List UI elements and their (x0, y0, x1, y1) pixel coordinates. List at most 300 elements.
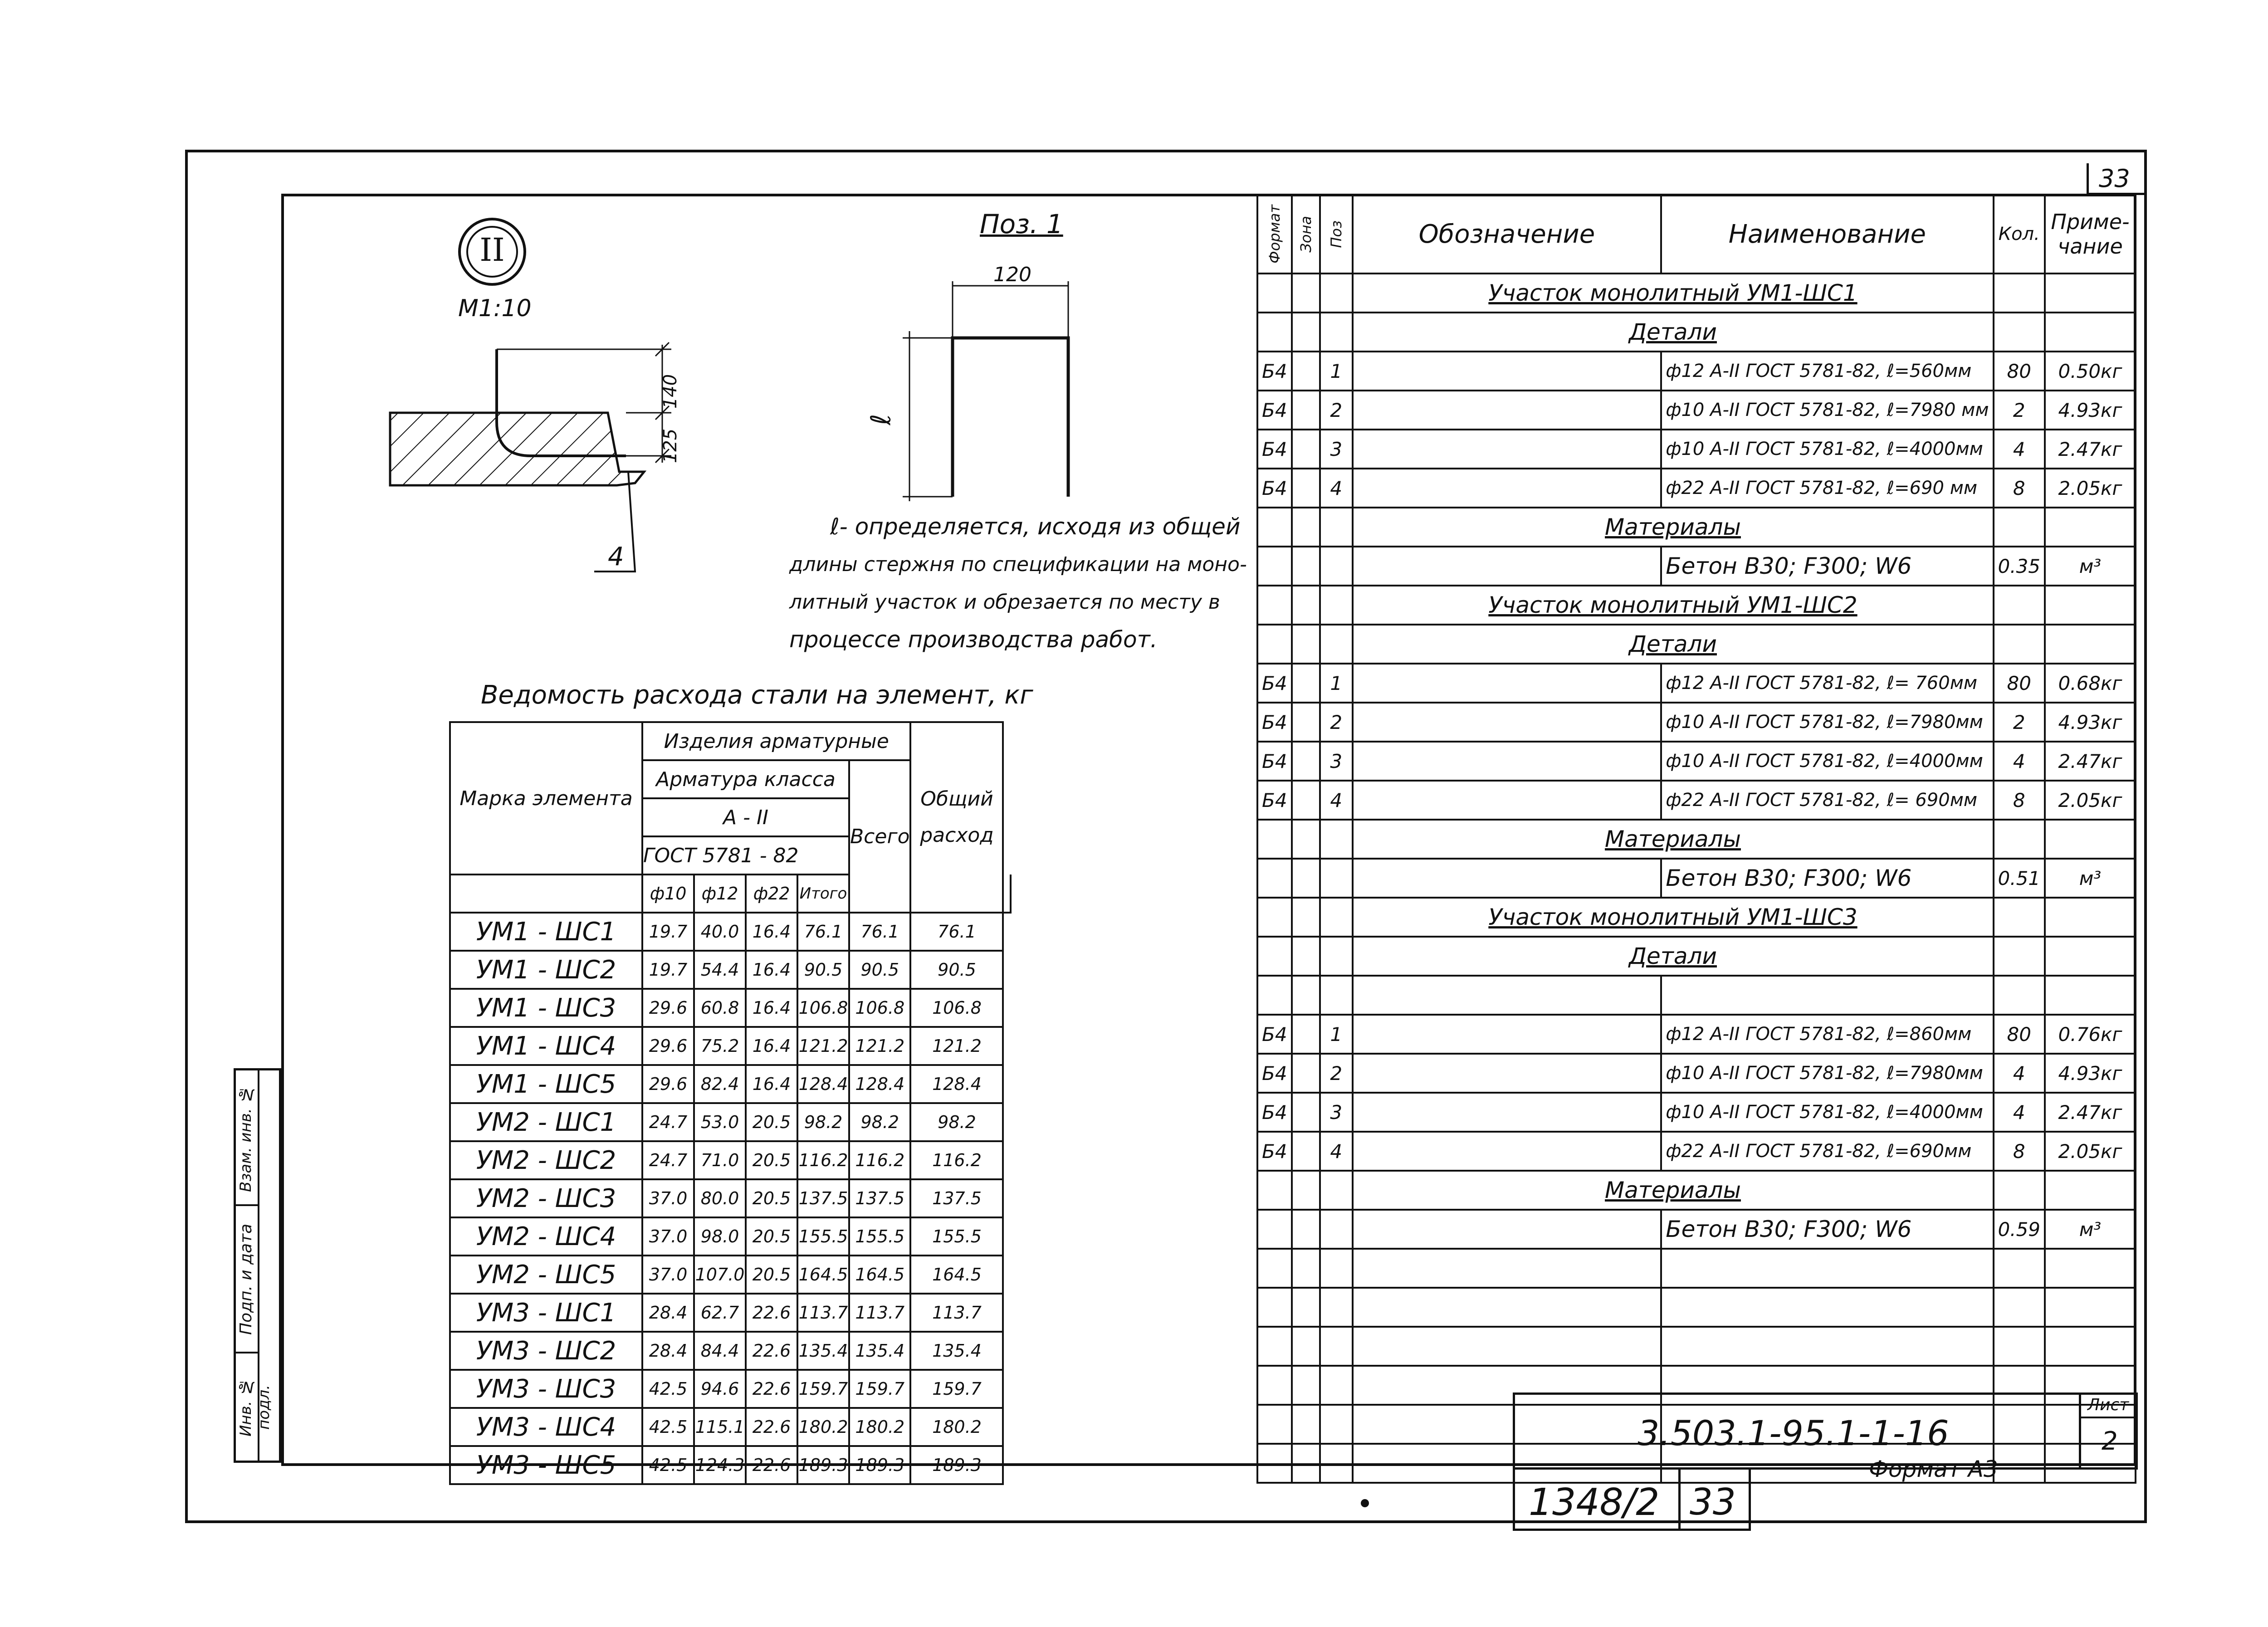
steel-cell-mark: УМ3 - ШС2 (450, 1332, 642, 1370)
spec-cell-format (1257, 1327, 1292, 1366)
steel-cell-f10: 37.0 (642, 1256, 694, 1294)
spec-cell-pos (1320, 1249, 1353, 1288)
spec-cell-zone (1292, 781, 1320, 820)
steel-cell-f10: 29.6 (642, 1065, 694, 1103)
title-block (1513, 1392, 2138, 1531)
spec-item-row (1257, 703, 2136, 742)
steel-cell-f12: 80.0 (694, 1179, 746, 1217)
spec-cell-note: 0.68кг (2045, 664, 2136, 703)
steel-cell-vsego: 116.2 (849, 1141, 910, 1179)
spec-section-row (1257, 586, 2136, 625)
dim-125: 125 (660, 428, 681, 464)
spec-cell-pos (1320, 1327, 1353, 1366)
steel-cell-total: 135.4 (910, 1332, 1003, 1370)
spec-cell-format: Б4 (1257, 1054, 1292, 1093)
steel-cell-vsego: 128.4 (849, 1065, 910, 1103)
note-block (789, 508, 1247, 659)
steel-cell-vsego: 121.2 (849, 1027, 910, 1065)
spec-cell-zone (1292, 547, 1320, 586)
spec-blank-row (1257, 1249, 2136, 1288)
spec-cell-format (1257, 274, 1292, 313)
spec-cell-qty: 8 (1994, 469, 2045, 508)
spec-cell-name: Бетон В30; F300; W6 (1661, 859, 1993, 898)
spec-cell-format (1257, 820, 1292, 859)
spec-cell-qty (1994, 625, 2045, 664)
steel-cell-total: 76.1 (910, 913, 1003, 951)
spec-cell-pos (1320, 859, 1353, 898)
spec-cell-format (1257, 1210, 1292, 1249)
spec-cell-designation (1353, 1015, 1662, 1054)
spec-cell-note: 2.05кг (2045, 781, 2136, 820)
spec-cell-format (1257, 1444, 1292, 1483)
spec-blank-row (1257, 1327, 2136, 1366)
steel-cell-f12: 60.8 (694, 989, 746, 1027)
steel-cell-itogo: 189.3 (797, 1446, 849, 1484)
spec-cell-note: 2.47кг (2045, 430, 2136, 469)
scale-label: М1:10 (458, 295, 532, 322)
steel-cell-itogo: 90.5 (797, 951, 849, 989)
note-line-1: ℓ- определяется, исходя из общей (830, 513, 1241, 540)
steel-row (450, 1256, 1011, 1294)
steel-cell-f10: 24.7 (642, 1103, 694, 1141)
spec-cell-designation (1353, 1249, 1662, 1288)
steel-cell-itogo: 76.1 (797, 913, 849, 951)
doc-number: 3.503.1-95.1-1-16 (1637, 1413, 1949, 1453)
spec-item-row (1257, 469, 2136, 508)
spec-cell-designation (1353, 391, 1662, 430)
spec-cell-pos: 3 (1320, 430, 1353, 469)
steel-row (450, 1370, 1011, 1408)
pos1-title: Поз. 1 (980, 209, 1063, 239)
spec-cell-qty (1994, 313, 2045, 352)
spec-cell-qty: 0.35 (1994, 547, 2045, 586)
steel-cell-vsego: 137.5 (849, 1179, 910, 1217)
spec-cell-zone (1292, 274, 1320, 313)
steel-cell-total: 155.5 (910, 1217, 1003, 1256)
spec-cell-zone (1292, 1327, 1320, 1366)
spec-cell-designation (1353, 1327, 1662, 1366)
spec-section-title: Детали (1353, 313, 1994, 352)
spec-cell-note (2045, 1171, 2136, 1210)
spec-item-row (1257, 1210, 2136, 1249)
spec-cell-format (1257, 976, 1292, 1015)
spec-cell-name (1661, 1249, 1993, 1288)
steel-row (450, 989, 1011, 1027)
steel-cell-itogo: 128.4 (797, 1065, 849, 1103)
spec-cell-pos: 4 (1320, 1132, 1353, 1171)
spec-cell-note: 4.93кг (2045, 703, 2136, 742)
spec-item-row (1257, 859, 2136, 898)
spec-cell-qty (1994, 1171, 2045, 1210)
spec-cell-format (1257, 547, 1292, 586)
spec-cell-pos (1320, 547, 1353, 586)
steel-header-products: Изделия арматурные (642, 722, 910, 760)
steel-cell-mark: УМ2 - ШС1 (450, 1103, 642, 1141)
spec-cell-qty (1994, 508, 2045, 547)
note-line-4: процессе производства работ. (789, 626, 1158, 653)
spec-cell-qty (1994, 586, 2045, 625)
steel-cell-total: 121.2 (910, 1027, 1003, 1065)
spec-cell-qty: 8 (1994, 1132, 2045, 1171)
spec-cell-zone (1292, 313, 1320, 352)
pos1-width-dim: 120 (993, 263, 1031, 286)
spec-cell-note: 2.47кг (2045, 1093, 2136, 1132)
steel-cell-f12: 53.0 (694, 1103, 746, 1141)
spec-cell-pos: 2 (1320, 391, 1353, 430)
steel-cell-f10: 42.5 (642, 1408, 694, 1446)
spec-cell-designation (1353, 1288, 1662, 1327)
spec-section-title: Участок монолитный УМ1-ШС2 (1353, 586, 1994, 625)
spec-item-row (1257, 1015, 2136, 1054)
steel-cell-f22: 22.6 (746, 1446, 797, 1484)
steel-cell-vsego: 155.5 (849, 1217, 910, 1256)
spec-cell-name (1661, 1327, 1993, 1366)
spec-cell-zone (1292, 352, 1320, 391)
steel-cell-f12: 62.7 (694, 1294, 746, 1332)
spec-cell-name: ф12 А-II ГОСТ 5781-82, ℓ=560мм (1661, 352, 1993, 391)
spec-cell-format (1257, 625, 1292, 664)
spec-cell-note (2045, 625, 2136, 664)
spec-cell-name: Бетон В30; F300; W6 (1661, 1210, 1993, 1249)
spec-cell-note (2045, 820, 2136, 859)
steel-cell-mark: УМ2 - ШС5 (450, 1256, 642, 1294)
spec-cell-pos (1320, 1288, 1353, 1327)
spec-cell-format (1257, 1249, 1292, 1288)
spec-cell-pos: 3 (1320, 742, 1353, 781)
steel-cell-f10: 29.6 (642, 989, 694, 1027)
steel-cell-f22: 16.4 (746, 989, 797, 1027)
steel-cell-f12: 71.0 (694, 1141, 746, 1179)
spec-item-row (1257, 1054, 2136, 1093)
steel-row (450, 1408, 1011, 1446)
steel-cell-total: 128.4 (910, 1065, 1003, 1103)
spec-cell-qty (1994, 1288, 2045, 1327)
spec-cell-zone (1292, 1444, 1320, 1483)
spec-cell-pos (1320, 937, 1353, 976)
steel-row (450, 1065, 1011, 1103)
steel-cell-total: 113.7 (910, 1294, 1003, 1332)
steel-cell-f22: 20.5 (746, 1103, 797, 1141)
spec-cell-name: ф12 А-II ГОСТ 5781-82, ℓ= 760мм (1661, 664, 1993, 703)
spec-cell-format: Б4 (1257, 703, 1292, 742)
steel-row (450, 913, 1011, 951)
spec-cell-name: ф22 А-II ГОСТ 5781-82, ℓ=690мм (1661, 1132, 1993, 1171)
spec-cell-designation (1353, 547, 1662, 586)
steel-cell-f10: 37.0 (642, 1179, 694, 1217)
spec-cell-zone (1292, 1093, 1320, 1132)
steel-cell-vsego: 189.3 (849, 1446, 910, 1484)
spec-cell-note: 2.05кг (2045, 1132, 2136, 1171)
spec-cell-note: 2.05кг (2045, 469, 2136, 508)
slab-section-drawing (372, 336, 699, 590)
steel-cell-f22: 22.6 (746, 1370, 797, 1408)
steel-cell-vsego: 76.1 (849, 913, 910, 951)
steel-cell-vsego: 164.5 (849, 1256, 910, 1294)
spec-cell-zone (1292, 1405, 1320, 1444)
callout-4: 4 (608, 542, 624, 572)
spec-cell-designation (1353, 1093, 1662, 1132)
steel-cell-f12: 98.0 (694, 1217, 746, 1256)
steel-cell-f10: 24.7 (642, 1141, 694, 1179)
spec-cell-format: Б4 (1257, 1132, 1292, 1171)
spec-cell-zone (1292, 1015, 1320, 1054)
steel-cell-f10: 19.7 (642, 913, 694, 951)
steel-cell-f22: 22.6 (746, 1294, 797, 1332)
steel-row (450, 1446, 1011, 1484)
spec-cell-qty: 0.51 (1994, 859, 2045, 898)
steel-cell-total: 90.5 (910, 951, 1003, 989)
sheet-corner-box (2087, 163, 2146, 195)
spec-cell-pos (1320, 1171, 1353, 1210)
steel-cell-f10: 42.5 (642, 1446, 694, 1484)
spec-cell-qty: 4 (1994, 742, 2045, 781)
spec-cell-qty: 2 (1994, 391, 2045, 430)
steel-cell-vsego: 106.8 (849, 989, 910, 1027)
spec-cell-pos (1320, 1210, 1353, 1249)
spec-cell-name: ф10 А-II ГОСТ 5781-82, ℓ=4000мм (1661, 742, 1993, 781)
spec-cell-note: м³ (2045, 547, 2136, 586)
spec-header-format: Формат (1257, 195, 1292, 274)
spec-cell-designation (1353, 352, 1662, 391)
steel-consumption-table (449, 721, 1012, 1485)
spec-cell-designation (1353, 781, 1662, 820)
note-line-2: длины стержня по спецификации на моно- (789, 553, 1247, 576)
spec-cell-format (1257, 508, 1292, 547)
archive-number: 1348/2 (1529, 1481, 1660, 1524)
steel-row (450, 1179, 1011, 1217)
steel-header-overall: Общий расход (910, 722, 1003, 913)
spec-section-title: Детали (1353, 625, 1994, 664)
steel-col-itogo: Итого (797, 875, 849, 913)
spec-item-row (1257, 352, 2136, 391)
spec-cell-note: м³ (2045, 1210, 2136, 1249)
steel-cell-total: 98.2 (910, 1103, 1003, 1141)
spec-cell-qty: 8 (1994, 781, 2045, 820)
spec-cell-note (2045, 1327, 2136, 1366)
steel-cell-total: 189.3 (910, 1446, 1003, 1484)
spec-cell-note (2045, 976, 2136, 1015)
steel-cell-f22: 16.4 (746, 1065, 797, 1103)
spec-cell-zone (1292, 664, 1320, 703)
steel-cell-vsego: 135.4 (849, 1332, 910, 1370)
spec-cell-name: ф10 А-II ГОСТ 5781-82, ℓ=4000мм (1661, 430, 1993, 469)
spec-cell-qty: 80 (1994, 664, 2045, 703)
spec-item-row (1257, 1093, 2136, 1132)
steel-cell-f10: 29.6 (642, 1027, 694, 1065)
spec-cell-note: 0.76кг (2045, 1015, 2136, 1054)
spec-cell-designation (1353, 1054, 1662, 1093)
spec-header-note: Приме-чание (2045, 195, 2136, 274)
spec-cell-format: Б4 (1257, 664, 1292, 703)
spec-cell-name (1661, 1288, 1993, 1327)
spec-cell-qty: 4 (1994, 1054, 2045, 1093)
spec-cell-format: Б4 (1257, 781, 1292, 820)
steel-cell-f22: 20.5 (746, 1256, 797, 1294)
steel-cell-mark: УМ2 - ШС4 (450, 1217, 642, 1256)
steel-cell-mark: УМ1 - ШС3 (450, 989, 642, 1027)
spec-cell-zone (1292, 430, 1320, 469)
steel-cell-itogo: 113.7 (797, 1294, 849, 1332)
spec-item-row (1257, 430, 2136, 469)
spec-cell-pos (1320, 1366, 1353, 1405)
steel-cell-vsego: 113.7 (849, 1294, 910, 1332)
spec-cell-zone (1292, 1249, 1320, 1288)
spec-header-zone: Зона (1292, 195, 1320, 274)
spec-section-row (1257, 508, 2136, 547)
spec-cell-format: Б4 (1257, 742, 1292, 781)
steel-cell-total: 116.2 (910, 1141, 1003, 1179)
spec-cell-note: 2.47кг (2045, 742, 2136, 781)
spec-section-row (1257, 625, 2136, 664)
steel-cell-mark: УМ3 - ШС5 (450, 1446, 642, 1484)
spec-cell-qty (1994, 1249, 2045, 1288)
spec-section-title: Участок монолитный УМ1-ШС3 (1353, 898, 1994, 937)
spec-cell-format: Б4 (1257, 352, 1292, 391)
steel-header-mark-spacer (450, 875, 642, 913)
spec-section-row (1257, 274, 2136, 313)
steel-cell-f22: 20.5 (746, 1217, 797, 1256)
spec-cell-pos (1320, 586, 1353, 625)
steel-cell-total: 164.5 (910, 1256, 1003, 1294)
steel-cell-mark: УМ3 - ШС3 (450, 1370, 642, 1408)
steel-header-class: А - II (642, 798, 849, 836)
steel-cell-f12: 107.0 (694, 1256, 746, 1294)
pos1-bar-drawing (871, 272, 1107, 508)
sheet-label: Лист (2087, 1396, 2129, 1414)
spec-cell-format: Б4 (1257, 391, 1292, 430)
spec-cell-name: ф10 А-II ГОСТ 5781-82, ℓ=7980мм (1661, 1054, 1993, 1093)
page-cell (1680, 1469, 1750, 1530)
spec-cell-pos (1320, 508, 1353, 547)
spec-cell-designation (1353, 430, 1662, 469)
spec-section-row (1257, 820, 2136, 859)
spec-cell-pos (1320, 313, 1353, 352)
spec-cell-pos (1320, 898, 1353, 937)
spec-cell-pos: 1 (1320, 352, 1353, 391)
spec-item-row (1257, 1132, 2136, 1171)
spec-cell-name: ф12 А-II ГОСТ 5781-82, ℓ=860мм (1661, 1015, 1993, 1054)
note-line-3: литный участок и обрезается по месту в (789, 591, 1220, 614)
spec-cell-designation (1353, 742, 1662, 781)
steel-row (450, 1141, 1011, 1179)
spec-cell-format (1257, 313, 1292, 352)
spec-cell-name (1661, 976, 1993, 1015)
steel-cell-vsego: 98.2 (849, 1103, 910, 1141)
spec-section-title: Материалы (1353, 508, 1994, 547)
spec-cell-format: Б4 (1257, 469, 1292, 508)
steel-cell-mark: УМ3 - ШС1 (450, 1294, 642, 1332)
steel-table-title: Ведомость расхода стали на элемент, кг (481, 680, 1033, 710)
spec-cell-note (2045, 1288, 2136, 1327)
side-stamp (234, 1068, 281, 1463)
steel-cell-f10: 42.5 (642, 1370, 694, 1408)
spec-cell-designation (1353, 1210, 1662, 1249)
title-block-sheet-cell (2080, 1394, 2137, 1469)
spec-section-row (1257, 313, 2136, 352)
steel-col-f10: ф10 (642, 875, 694, 913)
spec-cell-zone (1292, 1366, 1320, 1405)
steel-row (450, 1294, 1011, 1332)
spec-cell-note (2045, 937, 2136, 976)
spec-cell-designation (1353, 703, 1662, 742)
spec-section-row (1257, 898, 2136, 937)
spec-cell-zone (1292, 742, 1320, 781)
spec-cell-zone (1292, 1210, 1320, 1249)
side-stamp-sign-date: Подп. и дата (237, 1223, 255, 1335)
steel-cell-f12: 84.4 (694, 1332, 746, 1370)
spec-section-title: Детали (1353, 937, 1994, 976)
spec-cell-format (1257, 937, 1292, 976)
steel-cell-f12: 82.4 (694, 1065, 746, 1103)
spec-header-name: Наименование (1661, 195, 1993, 274)
spec-cell-zone (1292, 937, 1320, 976)
spec-cell-zone (1292, 469, 1320, 508)
steel-cell-mark: УМ2 - ШС2 (450, 1141, 642, 1179)
spec-cell-zone (1292, 625, 1320, 664)
spec-cell-qty (1994, 937, 2045, 976)
spec-cell-zone (1292, 391, 1320, 430)
steel-col-total-spacer (1003, 875, 1011, 913)
steel-cell-f22: 20.5 (746, 1141, 797, 1179)
sheet-corner-number: 33 (2099, 164, 2130, 193)
steel-header-rebar-class: Арматура класса (642, 760, 849, 798)
format-label: Формат А3 (1869, 1456, 1998, 1482)
steel-cell-f22: 22.6 (746, 1408, 797, 1446)
spec-cell-pos (1320, 1444, 1353, 1483)
steel-cell-f12: 54.4 (694, 951, 746, 989)
spec-cell-zone (1292, 1054, 1320, 1093)
spec-cell-qty (1994, 976, 2045, 1015)
spec-cell-qty (1994, 898, 2045, 937)
spec-cell-name: ф22 А-II ГОСТ 5781-82, ℓ=690 мм (1661, 469, 1993, 508)
spec-cell-zone (1292, 703, 1320, 742)
sheet-number: 2 (2102, 1427, 2118, 1456)
dot-mark (1361, 1499, 1369, 1507)
spec-cell-qty (1994, 1327, 2045, 1366)
spec-cell-designation (1353, 469, 1662, 508)
spec-cell-pos: 3 (1320, 1093, 1353, 1132)
spec-cell-format: Б4 (1257, 430, 1292, 469)
spec-cell-note (2045, 274, 2136, 313)
spec-cell-zone (1292, 976, 1320, 1015)
spec-cell-pos (1320, 976, 1353, 1015)
spec-cell-qty: 80 (1994, 1015, 2045, 1054)
steel-cell-total: 180.2 (910, 1408, 1003, 1446)
steel-cell-itogo: 121.2 (797, 1027, 849, 1065)
dim-140: 140 (660, 374, 681, 409)
spec-cell-note: 4.93кг (2045, 391, 2136, 430)
steel-cell-itogo: 116.2 (797, 1141, 849, 1179)
spec-cell-name: ф10 А-II ГОСТ 5781-82, ℓ=7980мм (1661, 703, 1993, 742)
spec-cell-note (2045, 898, 2136, 937)
steel-cell-f12: 94.6 (694, 1370, 746, 1408)
steel-cell-f22: 22.6 (746, 1332, 797, 1370)
steel-cell-mark: УМ1 - ШС2 (450, 951, 642, 989)
steel-row (450, 1332, 1011, 1370)
spec-cell-format (1257, 1366, 1292, 1405)
steel-col-f12: ф12 (694, 875, 746, 913)
steel-cell-mark: УМ1 - ШС5 (450, 1065, 642, 1103)
spec-cell-format (1257, 586, 1292, 625)
spec-cell-name: ф10 А-II ГОСТ 5781-82, ℓ=7980 мм (1661, 391, 1993, 430)
steel-row (450, 1027, 1011, 1065)
steel-cell-f22: 16.4 (746, 951, 797, 989)
spec-cell-format (1257, 898, 1292, 937)
steel-cell-itogo: 98.2 (797, 1103, 849, 1141)
spec-header-designation: Обозначение (1353, 195, 1662, 274)
spec-cell-format (1257, 1288, 1292, 1327)
steel-row (450, 1217, 1011, 1256)
